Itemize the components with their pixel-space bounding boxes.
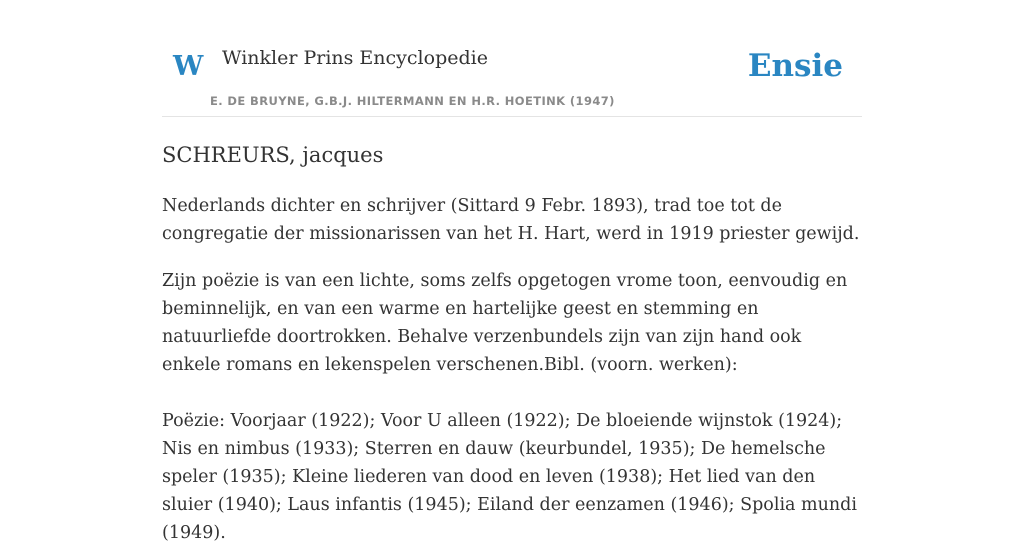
article-body [162,138,862,547]
source-title[interactable]: Winkler Prins Encyclopedie [222,47,488,69]
article-paragraph: Poëzie: Voorjaar (1922); Voor U alleen (1922); De bloeiende wijnstok (1924); Nis en nimbus (1933); Sterren en dauw (keurbundel, 1935); De hemelsche speler (1935); Kleine liederen van dood en leven (1938); Het lied van den sluier (1940); Laus infantis (1945); Eiland der eenzamen (1946); Spolia mundi (1949). [162,411,857,543]
source-authors: E. DE BRUYNE, G.B.J. HILTERMANN EN H.R. HOETINK (1947) [210,94,615,108]
article-paragraph: Zijn poëzie is van een lichte, soms zelfs opgetogen vrome toon, eenvoudig en beminnelijk, en van een warme en hartelijke geest en stemming en natuurliefde doortrokken. Behalve verzenbundels zijn van zijn hand ook enkele romans en lekenspelen verschenen.Bibl. (voorn. werken): [162,271,848,375]
site-header [162,0,862,117]
winkler-prins-logo[interactable]: W [173,51,204,82]
article-title: SCHREURS, jacques [162,143,384,167]
article-paragraph: Nederlands dichter en schrijver (Sittard 9 Febr. 1893), trad toe tot de congregatie der missionarissen van het H. Hart, werd in 1919 priester gewijd. [162,196,860,244]
ensie-logo-link[interactable]: Ensie [747,48,843,84]
